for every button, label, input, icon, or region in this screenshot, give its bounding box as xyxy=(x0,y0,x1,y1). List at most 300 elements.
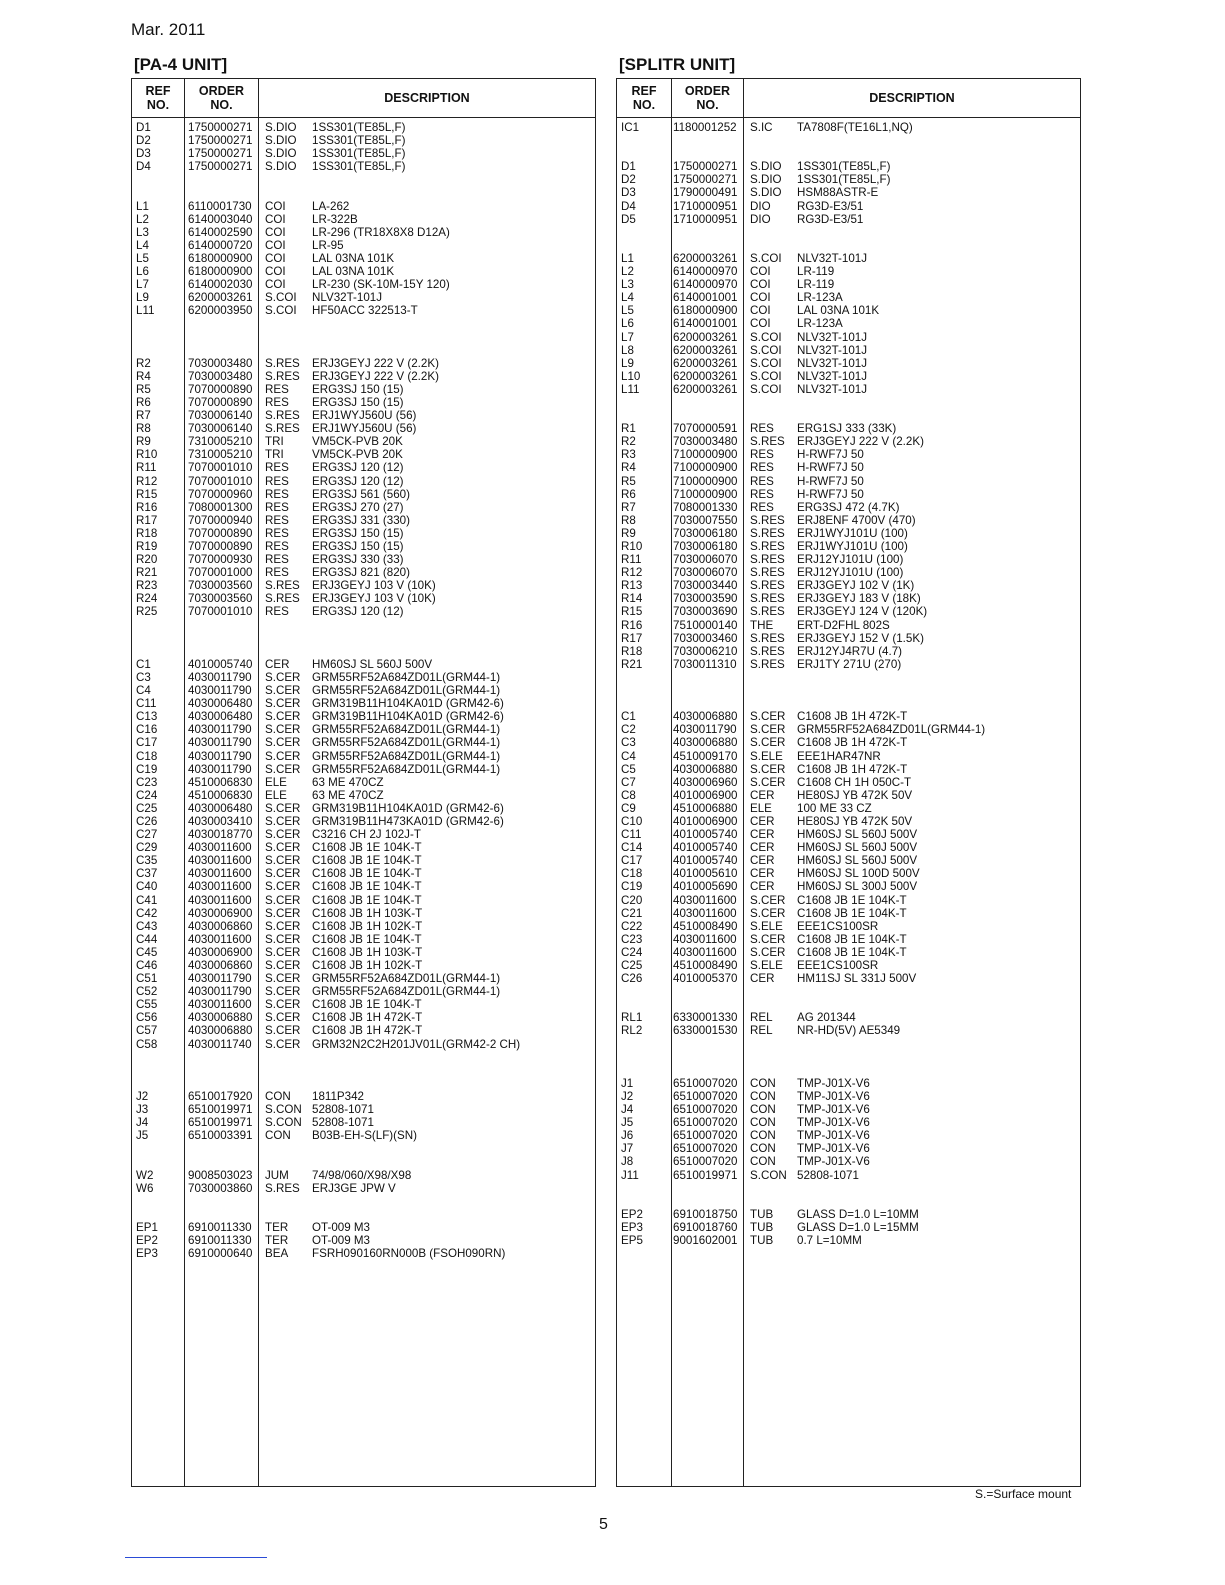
ref-no: L2 xyxy=(621,265,634,279)
order-no: 7030003480 xyxy=(188,369,253,383)
ref-no: L4 xyxy=(621,291,634,305)
table-row xyxy=(132,461,595,474)
table-row xyxy=(617,226,1080,239)
description: C1608 JB 1H 102K-T xyxy=(312,959,423,972)
table-row xyxy=(617,370,1080,383)
ref-no: IC1 xyxy=(621,121,640,134)
description: RG3D-E3/51 xyxy=(797,212,864,226)
description: C1608 JB 1E 104K-T xyxy=(312,880,422,894)
table-row xyxy=(132,802,595,815)
part-type: S.CER xyxy=(265,880,301,894)
table-row xyxy=(132,972,595,985)
table-row xyxy=(617,750,1080,763)
ref-no: R23 xyxy=(136,579,158,593)
table-row xyxy=(132,658,595,671)
ref-no: C11 xyxy=(621,828,642,842)
order-no: 7070000890 xyxy=(188,382,253,396)
description: GRM55RF52A684ZD01L(GRM44-1) xyxy=(797,723,986,737)
table-row xyxy=(617,527,1080,540)
order-no: 7100000900 xyxy=(673,448,738,462)
part-type: ELE xyxy=(265,775,287,789)
ref-no: EP2 xyxy=(136,1233,158,1247)
order-no: 6910018750 xyxy=(673,1207,738,1221)
table-row xyxy=(617,815,1080,828)
table-row xyxy=(617,435,1080,448)
description: LAL 03NA 101K xyxy=(312,265,395,279)
table-row xyxy=(617,200,1080,213)
splitr-rows xyxy=(617,121,1080,1247)
part-type: S.CON xyxy=(750,1168,787,1182)
table-row xyxy=(617,461,1080,474)
ref-no: D1 xyxy=(136,121,151,134)
part-type: CON xyxy=(750,1076,776,1090)
description: LR-296 (TR18X8X8 D12A) xyxy=(312,225,450,239)
order-no: 1750000271 xyxy=(188,121,253,134)
table-row xyxy=(617,1234,1080,1247)
pa4-parts-table xyxy=(131,78,596,1487)
description: EEE1HAR47NR xyxy=(797,749,881,763)
description: 100 ME 33 CZ xyxy=(797,801,872,815)
order-no: 7310005210 xyxy=(188,435,253,449)
table-row xyxy=(132,1208,595,1221)
table-row xyxy=(132,789,595,802)
table-row xyxy=(132,1247,595,1260)
ref-no: J5 xyxy=(136,1129,149,1143)
table-row xyxy=(617,396,1080,409)
splitr-unit-title: [SPLITR UNIT] xyxy=(619,55,736,74)
table-row xyxy=(132,475,595,488)
part-type: S.CER xyxy=(750,723,786,737)
description: HM60SJ SL 300J 500V xyxy=(797,880,918,894)
order-no: 6200003261 xyxy=(673,356,738,370)
ref-no: L7 xyxy=(621,330,634,344)
order-no: 4030011600 xyxy=(188,880,252,894)
order-no: 9001602001 xyxy=(673,1233,738,1247)
order-no: 1180001252 xyxy=(673,121,737,134)
ref-no: C35 xyxy=(136,854,158,868)
order-no: 6200003261 xyxy=(673,369,738,383)
part-type: COI xyxy=(265,212,286,226)
ref-no: R14 xyxy=(621,592,643,606)
part-type: S.CER xyxy=(265,893,301,907)
description: TMP-J01X-V6 xyxy=(797,1103,870,1117)
table-row xyxy=(132,619,595,632)
part-type: RES xyxy=(265,487,289,501)
ref-no: R19 xyxy=(136,540,158,553)
ref-no: R8 xyxy=(136,422,151,436)
description: OT-009 M3 xyxy=(312,1220,370,1234)
table-row xyxy=(132,291,595,304)
part-type: S.ELE xyxy=(750,919,783,933)
part-type: S.RES xyxy=(265,356,300,370)
order-no: 4030006860 xyxy=(188,919,253,933)
table-row xyxy=(132,1038,595,1051)
description: ERG3SJ 821 (820) xyxy=(312,566,410,580)
ref-no: C29 xyxy=(136,841,158,855)
order-no: 6200003261 xyxy=(673,251,738,265)
part-type: S.CER xyxy=(265,710,301,724)
table-row xyxy=(132,841,595,854)
table-row xyxy=(132,304,595,317)
ref-no: C55 xyxy=(136,998,158,1012)
ref-no: C17 xyxy=(621,854,643,868)
table-row xyxy=(132,632,595,645)
ref-no: C24 xyxy=(136,788,158,802)
description: H-RWF7J 50 xyxy=(797,487,864,501)
ref-no: C18 xyxy=(621,867,643,881)
description: GRM55RF52A684ZD01L(GRM44-1) xyxy=(312,736,501,750)
table-row xyxy=(132,592,595,605)
table-row xyxy=(132,854,595,867)
order-no: 1750000271 xyxy=(188,147,253,161)
description: 1SS301(TE85L,F) xyxy=(312,160,406,174)
order-no: 4030011790 xyxy=(188,972,252,986)
table-row xyxy=(617,239,1080,252)
part-type: S.CER xyxy=(750,710,786,724)
pa4-rows xyxy=(132,121,595,1260)
ref-no: J8 xyxy=(621,1155,634,1169)
description: 0.7 L=10MM xyxy=(797,1233,862,1247)
ref-no: C51 xyxy=(136,972,158,986)
ref-no: W2 xyxy=(136,1168,154,1182)
table-row xyxy=(132,514,595,527)
table-row xyxy=(617,304,1080,317)
ref-no: C17 xyxy=(136,736,158,750)
description: LR-230 (SK-10M-15Y 120) xyxy=(312,278,450,292)
part-type: COI xyxy=(265,238,286,252)
order-no: 6510019971 xyxy=(188,1116,253,1130)
table-row xyxy=(132,828,595,841)
table-row xyxy=(132,1155,595,1168)
table-row xyxy=(132,579,595,592)
table-row xyxy=(132,448,595,461)
table-row xyxy=(132,1090,595,1103)
ref-no: C26 xyxy=(136,814,158,828)
part-type: S.CER xyxy=(265,1024,301,1038)
ref-no: R9 xyxy=(621,526,636,540)
part-type: S.RES xyxy=(265,422,300,436)
description: 1SS301(TE85L,F) xyxy=(797,173,891,187)
part-type: TER xyxy=(265,1233,289,1247)
order-no: 4030006860 xyxy=(188,959,253,972)
order-no: 9008503023 xyxy=(188,1168,253,1182)
order-no: 4030011790 xyxy=(188,670,252,684)
part-type: S.RES xyxy=(750,553,785,567)
description: OT-009 M3 xyxy=(312,1233,370,1247)
description: ERJ12YJ101U (100) xyxy=(797,553,904,567)
order-no: 4030018770 xyxy=(188,828,253,842)
order-no: 7080001330 xyxy=(673,500,738,514)
description: HM60SJ SL 100D 500V xyxy=(797,867,920,881)
description: LAL 03NA 101K xyxy=(797,304,880,318)
ref-no: L9 xyxy=(621,356,634,370)
ref-no: C24 xyxy=(621,945,643,959)
part-type: CON xyxy=(750,1089,776,1103)
part-type: CER xyxy=(265,657,290,671)
description: ERJ8ENF 4700V (470) xyxy=(797,513,916,527)
ref-no: J4 xyxy=(136,1116,149,1130)
ref-no: L11 xyxy=(621,382,640,396)
ref-no: L6 xyxy=(136,265,149,279)
order-no: 7070000930 xyxy=(188,553,253,567)
table-row xyxy=(617,357,1080,370)
part-type: COI xyxy=(750,291,771,305)
description: HM60SJ SL 560J 500V xyxy=(797,854,918,868)
table-row xyxy=(132,540,595,553)
ref-no: C9 xyxy=(621,801,636,815)
description: HE80SJ YB 472K 50V xyxy=(797,788,913,802)
description: GRM55RF52A684ZD01L(GRM44-1) xyxy=(312,723,501,737)
description: TMP-J01X-V6 xyxy=(797,1155,870,1169)
part-type: S.RES xyxy=(750,644,785,658)
order-no: 6140000970 xyxy=(673,278,738,292)
part-type: S.RES xyxy=(265,369,300,383)
order-no: 6510007020 xyxy=(673,1076,738,1090)
description: NLV32T-101J xyxy=(797,330,868,344)
description: LR-123A xyxy=(797,317,843,331)
description: LR-95 xyxy=(312,238,344,252)
table-row xyxy=(617,213,1080,226)
ref-no: J2 xyxy=(621,1089,634,1103)
description: LR-123A xyxy=(797,291,843,305)
table-row xyxy=(617,605,1080,618)
page-number: 5 xyxy=(599,1516,608,1533)
table-row xyxy=(132,946,595,959)
ref-no: C4 xyxy=(136,684,151,698)
ref-no: C43 xyxy=(136,919,158,933)
order-no-header: ORDER NO. xyxy=(198,84,245,112)
splitr-parts-table xyxy=(616,78,1081,1487)
ref-no: R20 xyxy=(136,553,158,567)
ref-no: C2 xyxy=(621,723,636,737)
description: C1608 JB 1H 103K-T xyxy=(312,945,423,959)
table-row xyxy=(132,213,595,226)
part-type: S.CER xyxy=(265,828,301,842)
ref-no: D2 xyxy=(621,173,636,187)
part-type: RES xyxy=(265,500,289,514)
table-row xyxy=(132,501,595,514)
ref-no: C27 xyxy=(136,828,158,842)
part-type: S.CER xyxy=(265,723,301,737)
part-type: THE xyxy=(750,618,774,632)
table-row xyxy=(617,488,1080,501)
ref-no: D4 xyxy=(136,160,151,174)
ref-no: J4 xyxy=(621,1103,634,1117)
order-no: 4010006900 xyxy=(673,814,738,828)
order-no: 6510017920 xyxy=(188,1089,253,1103)
ref-no: R13 xyxy=(621,579,643,593)
order-no: 7030006070 xyxy=(673,553,738,567)
table-row xyxy=(617,147,1080,160)
table-row xyxy=(132,998,595,1011)
ref-no: L11 xyxy=(136,304,155,318)
order-no: 4030011600 xyxy=(188,841,252,855)
part-type: COI xyxy=(750,304,771,318)
description: TMP-J01X-V6 xyxy=(797,1076,870,1090)
part-type: S.RES xyxy=(750,579,785,593)
description: 52808-1071 xyxy=(312,1103,374,1117)
part-type: TUB xyxy=(750,1233,774,1247)
part-type: S.CER xyxy=(265,841,301,855)
table-row xyxy=(617,1090,1080,1103)
order-no: 4030006960 xyxy=(673,775,738,789)
order-no: 1710000951 xyxy=(673,199,738,213)
ref-no: L9 xyxy=(136,291,149,305)
ref-no: EP3 xyxy=(621,1220,643,1234)
ref-no: L1 xyxy=(136,199,149,213)
part-type: S.IC xyxy=(750,121,773,134)
order-no: 4030006900 xyxy=(188,906,253,920)
table-row xyxy=(132,173,595,186)
description: C1608 JB 1H 472K-T xyxy=(312,1011,423,1025)
description: ERG3SJ 561 (560) xyxy=(312,487,410,501)
order-no: 4010005740 xyxy=(673,854,738,868)
description: HM11SJ SL 331J 500V xyxy=(797,972,917,986)
ref-no: C3 xyxy=(136,670,151,684)
ref-no: R17 xyxy=(621,631,643,645)
table-row xyxy=(132,186,595,199)
order-no: 7030003480 xyxy=(673,435,738,449)
order-no: 4010005370 xyxy=(673,972,738,986)
order-no: 7030007550 xyxy=(673,513,738,527)
ref-no: C23 xyxy=(621,932,643,946)
table-row xyxy=(617,1208,1080,1221)
ref-no: C58 xyxy=(136,1037,158,1051)
description: ERG3SJ 472 (4.7K) xyxy=(797,500,900,514)
part-type: S.CER xyxy=(265,1011,301,1025)
part-type: S.RES xyxy=(265,579,300,593)
part-type: S.CER xyxy=(265,867,301,881)
part-type: S.CON xyxy=(265,1103,302,1117)
order-no: 1750000271 xyxy=(188,134,253,148)
order-no: 7100000900 xyxy=(673,461,738,475)
part-type: S.COI xyxy=(265,291,297,305)
table-row xyxy=(617,448,1080,461)
table-row xyxy=(132,920,595,933)
ref-no: R5 xyxy=(621,474,636,488)
description: TMP-J01X-V6 xyxy=(797,1129,870,1143)
part-type: S.RES xyxy=(265,1181,300,1195)
ref-no: J11 xyxy=(621,1168,639,1182)
ref-no: C57 xyxy=(136,1024,158,1038)
description: ERG3SJ 120 (12) xyxy=(312,474,404,488)
ref-no: C37 xyxy=(136,867,158,881)
table-row xyxy=(617,1142,1080,1155)
description: LR-119 xyxy=(797,278,835,292)
description: B03B-EH-S(LF)(SN) xyxy=(312,1129,418,1143)
ref-no: R16 xyxy=(621,618,643,632)
part-type: RES xyxy=(265,461,289,475)
order-no: 4010005740 xyxy=(673,828,738,842)
description: ERJ3GEYJ 102 V (1K) xyxy=(797,579,915,593)
ref-no: C21 xyxy=(621,906,643,920)
description: ERJ1WYJ101U (100) xyxy=(797,526,908,540)
description: C1608 JB 1E 104K-T xyxy=(797,906,907,920)
table-row xyxy=(617,828,1080,841)
ref-no: J2 xyxy=(136,1089,149,1103)
part-type: S.CER xyxy=(750,945,786,959)
order-no: 7030003560 xyxy=(188,592,253,606)
description: GRM319B11H104KA01D (GRM42-6) xyxy=(312,697,504,711)
order-no: 7030011310 xyxy=(673,657,737,671)
table-row xyxy=(132,985,595,998)
ref-no: R18 xyxy=(136,526,158,540)
part-type: RES xyxy=(750,461,774,475)
table-row xyxy=(617,344,1080,357)
part-type: ELE xyxy=(265,788,287,802)
order-no: 7510000140 xyxy=(673,618,738,632)
table-row xyxy=(617,946,1080,959)
ref-no: D3 xyxy=(136,147,151,161)
part-type: S.CER xyxy=(750,775,786,789)
part-type: CER xyxy=(750,972,775,986)
order-no: 1750000271 xyxy=(673,160,738,174)
table-row xyxy=(132,1103,595,1116)
table-row xyxy=(132,750,595,763)
table-row xyxy=(132,265,595,278)
ref-no: R10 xyxy=(136,448,158,462)
description: TMP-J01X-V6 xyxy=(797,1116,870,1130)
order-no: 7070001000 xyxy=(188,566,253,580)
ref-no: C1 xyxy=(621,710,636,724)
order-no: 6510019971 xyxy=(673,1168,738,1182)
part-type: S.DIO xyxy=(265,121,297,134)
part-type: S.COI xyxy=(750,251,782,265)
order-no: 6140002030 xyxy=(188,278,253,292)
table-row xyxy=(617,763,1080,776)
table-row xyxy=(132,645,595,658)
order-no: 1790000491 xyxy=(673,186,738,200)
table-row xyxy=(132,1221,595,1234)
table-row xyxy=(617,1024,1080,1037)
description: C1608 JB 1E 104K-T xyxy=(797,932,907,946)
description: GLASS D=1.0 L=15MM xyxy=(797,1220,919,1234)
table-row xyxy=(132,1064,595,1077)
ref-no: C56 xyxy=(136,1011,158,1025)
ref-no: R11 xyxy=(136,461,157,475)
description: FSRH090160RN000B (FSOH090RN) xyxy=(312,1247,506,1261)
order-no: 4030006480 xyxy=(188,697,253,711)
ref-no: C46 xyxy=(136,959,158,972)
description: ERJ1TY 271U (270) xyxy=(797,657,902,671)
description: TA7808F(TE16L1,NQ) xyxy=(797,121,913,134)
ref-no: W6 xyxy=(136,1181,154,1195)
part-type: S.ELE xyxy=(750,959,783,972)
description: GRM55RF52A684ZD01L(GRM44-1) xyxy=(312,670,501,684)
ref-no: C16 xyxy=(136,723,158,737)
table-row xyxy=(617,841,1080,854)
order-no: 7070001010 xyxy=(188,461,253,475)
description: 1SS301(TE85L,F) xyxy=(797,160,891,174)
ref-no: C42 xyxy=(136,906,158,920)
description: ERJ12YJ101U (100) xyxy=(797,566,904,580)
ref-no: RL1 xyxy=(621,1011,643,1025)
ref-no: L4 xyxy=(136,238,149,252)
table-row xyxy=(617,972,1080,985)
table-row xyxy=(617,592,1080,605)
description: GRM55RF52A684ZD01L(GRM44-1) xyxy=(312,684,501,698)
part-type: CON xyxy=(750,1129,776,1143)
part-type: TRI xyxy=(265,435,284,449)
table-row xyxy=(132,763,595,776)
table-row xyxy=(617,959,1080,972)
order-no: 6140000970 xyxy=(673,265,738,279)
table-row xyxy=(617,632,1080,645)
ref-no: C11 xyxy=(136,697,157,711)
part-type: S.RES xyxy=(750,540,785,553)
order-no: 6180000900 xyxy=(188,251,253,265)
description: HF50ACC 322513-T xyxy=(312,304,418,318)
